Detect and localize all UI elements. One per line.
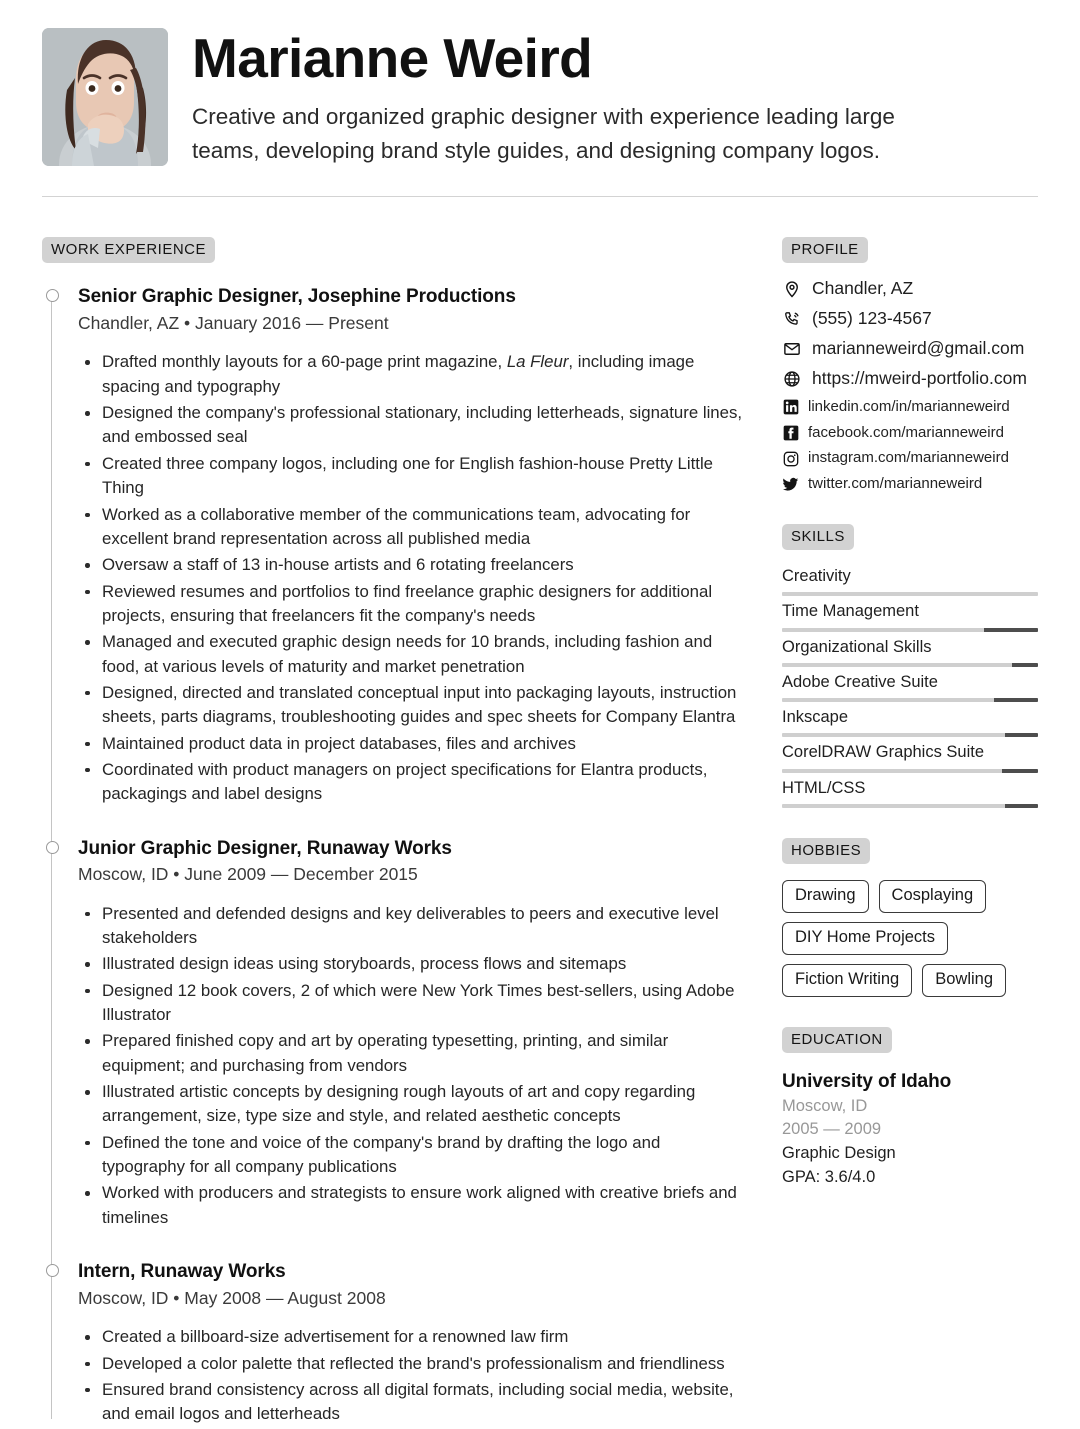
contact-row[interactable] [782, 338, 1038, 360]
contact-text: Chandler, AZ [812, 278, 914, 299]
skill-row [782, 671, 1038, 702]
hobby-tag: Bowling [922, 964, 1006, 997]
skill-progress-bar [782, 769, 1038, 773]
contact-row[interactable] [782, 398, 1038, 417]
timeline-dot-icon [46, 289, 59, 302]
instagram-icon [782, 450, 799, 467]
skill-name: HTML/CSS [782, 778, 866, 797]
job-bullet: Designed, directed and translated conceptual input into packaging layouts, instruction sheets, parts diagrams, troubleshooting guides and spec sheets for Company Elantra [78, 681, 742, 730]
hobby-tag: Fiction Writing [782, 964, 912, 997]
contact-row[interactable] [782, 424, 1038, 443]
contact-row[interactable] [782, 449, 1038, 468]
timeline-dot-icon [46, 841, 59, 854]
education-program: Graphic Design [782, 1144, 896, 1163]
job-meta: Moscow, ID • June 2009 — December 2015 [78, 864, 418, 885]
job-bullet: Presented and defended designs and key deliverables to peers and executive level stakeholders [78, 902, 742, 951]
profile-summary: Creative and organized graphic designer with experience leading large teams, developing brand style guides, and designing company logos. [192, 103, 895, 163]
skills-section [782, 524, 1038, 808]
facebook-icon [782, 425, 799, 442]
job-meta: Chandler, AZ • January 2016 — Present [78, 313, 389, 334]
skill-progress-bar [782, 592, 1038, 596]
skill-row [782, 600, 1038, 631]
contact-list [782, 278, 1038, 494]
phone-icon [782, 310, 801, 329]
skill-progress-fill [1005, 804, 1038, 808]
job-bullet: Maintained product data in project databases, files and archives [78, 732, 742, 756]
skill-row [782, 706, 1038, 737]
skill-row [782, 565, 1038, 596]
skills-list [782, 565, 1038, 808]
skill-progress-fill [984, 628, 1038, 632]
page-title: Marianne Weird [192, 27, 593, 89]
job-bullet-list [78, 902, 742, 1230]
twitter-icon [782, 476, 799, 493]
job-bullet: Drafted monthly layouts for a 60-page print magazine, La Fleur, including image spacing and typography [78, 350, 742, 399]
hobbies-list [782, 880, 1030, 996]
job-title: Junior Graphic Designer, Runaway Works [78, 837, 452, 859]
job-bullet: Illustrated artistic concepts by designing rough layouts of art and copy regarding arrangement, size, type size and style, and related aesthetic concepts [78, 1080, 742, 1129]
skill-name: Inkscape [782, 708, 849, 727]
skill-row [782, 741, 1038, 772]
skill-progress-fill [1012, 663, 1038, 667]
profile-section [782, 237, 1038, 494]
job-bullet: Reviewed resumes and portfolios to find freelance graphic designers for additional projects, ensuring that freelancers fit the company's needs [78, 580, 742, 629]
skill-progress-bar [782, 733, 1038, 737]
sidebar-column [782, 237, 1038, 1190]
job-bullet: Illustrated design ideas using storyboards, process flows and sitemaps [78, 952, 742, 976]
education-school: University of Idaho [782, 1070, 952, 1092]
job-title: Senior Graphic Designer, Josephine Productions [78, 286, 516, 308]
section-heading-profile: PROFILE [782, 237, 868, 263]
contact-row[interactable] [782, 368, 1038, 390]
job-title: Intern, Runaway Works [78, 1261, 286, 1283]
contact-text: https://mweird-portfolio.com [812, 368, 1027, 388]
job-bullet: Ensured brand consistency across all digital formats, including social media, website, and email logos and letterheads [78, 1378, 742, 1427]
hobby-tag: Cosplaying [879, 880, 987, 913]
contact-row[interactable] [782, 278, 1038, 300]
skill-progress-fill [1002, 769, 1038, 773]
job-bullet: Prepared finished copy and art by operating typesetting, printing, and similar equipment; and purchasing from vendors [78, 1029, 742, 1078]
skill-progress-fill [1005, 733, 1038, 737]
contact-text: marianneweird@gmail.com [812, 338, 1025, 359]
job-bullet: Coordinated with product managers on project specifications for Elantra products, packagings and label designs [78, 758, 742, 807]
skill-progress-bar [782, 663, 1038, 667]
contact-text: facebook.com/marianneweird [808, 423, 1004, 441]
job-bullet: Worked as a collaborative member of the communications team, advocating for excellent brand representation across all published media [78, 503, 742, 552]
portrait-photo-icon [42, 28, 168, 166]
work-experience-entry [78, 1260, 742, 1426]
avatar [42, 28, 168, 166]
location-pin-icon [782, 280, 801, 299]
contact-text: (555) 123-4567 [812, 308, 932, 329]
skill-progress-bar [782, 628, 1038, 632]
work-experience-column [42, 237, 742, 1428]
job-bullet: Designed 12 book covers, 2 of which were New York Times best-sellers, using Adobe Illustrator [78, 979, 742, 1028]
education-entry [782, 1069, 1038, 1190]
job-bullet: Defined the tone and voice of the company's brand by drafting the logo and typography for all company publications [78, 1131, 742, 1180]
skill-name: Time Management [782, 602, 919, 621]
linkedin-icon [782, 399, 799, 416]
hobbies-section [782, 838, 1038, 997]
education-location: Moscow, ID [782, 1096, 868, 1115]
job-bullet: Created three company logos, including one for English fashion-house Pretty Little Thing [78, 452, 742, 501]
work-experience-entry [78, 837, 742, 1231]
job-meta: Moscow, ID • May 2008 — August 2008 [78, 1287, 386, 1308]
contact-row[interactable] [782, 308, 1038, 330]
job-bullet-list [78, 1325, 742, 1426]
skill-name: CorelDRAW Graphics Suite [782, 743, 985, 762]
skill-progress-bar [782, 698, 1038, 702]
section-heading-hobbies: HOBBIES [782, 838, 870, 864]
skill-name: Creativity [782, 567, 851, 586]
skill-progress-bar [782, 804, 1038, 808]
job-bullet: Managed and executed graphic design needs for 10 brands, including fashion and food, at various levels of maturity and market penetration [78, 630, 742, 679]
skill-name: Organizational Skills [782, 637, 932, 656]
header-text-block [192, 28, 1038, 168]
section-heading-skills: SKILLS [782, 524, 854, 550]
job-bullet: Created a billboard-size advertisement for a renowned law firm [78, 1325, 742, 1349]
skill-progress-fill [994, 698, 1038, 702]
work-experience-entry [78, 285, 742, 806]
section-heading-work-experience: WORK EXPERIENCE [42, 237, 215, 263]
job-bullet: Developed a color palette that reflected the brand's professionalism and friendliness [78, 1352, 742, 1376]
timeline-rail [51, 297, 52, 1418]
education-gpa: GPA: 3.6/4.0 [782, 1168, 876, 1187]
hobby-tag: Drawing [782, 880, 869, 913]
globe-icon [782, 369, 801, 388]
envelope-icon [782, 340, 801, 359]
skill-name: Adobe Creative Suite [782, 672, 938, 691]
job-bullet: Designed the company's professional stationary, including letterheads, signature lines, and embossed seal [78, 401, 742, 450]
contact-text: linkedin.com/in/marianneweird [808, 397, 1010, 415]
skill-row [782, 777, 1038, 808]
resume-header [42, 28, 1038, 190]
education-years: 2005 — 2009 [782, 1120, 882, 1139]
timeline-dot-icon [46, 1264, 59, 1277]
education-section [782, 1027, 1038, 1191]
resume-body [42, 197, 1038, 1428]
work-timeline [42, 285, 742, 1426]
contact-row[interactable] [782, 475, 1038, 494]
skill-row [782, 636, 1038, 667]
section-heading-education: EDUCATION [782, 1027, 892, 1053]
hobby-tag: DIY Home Projects [782, 922, 948, 955]
contact-text: instagram.com/marianneweird [808, 449, 1009, 467]
job-bullet: Worked with producers and strategists to ensure work aligned with creative briefs and timelines [78, 1181, 742, 1230]
job-bullet-list [78, 350, 742, 806]
contact-text: twitter.com/marianneweird [808, 475, 983, 493]
job-bullet: Oversaw a staff of 13 in-house artists and 6 rotating freelancers [78, 553, 742, 577]
